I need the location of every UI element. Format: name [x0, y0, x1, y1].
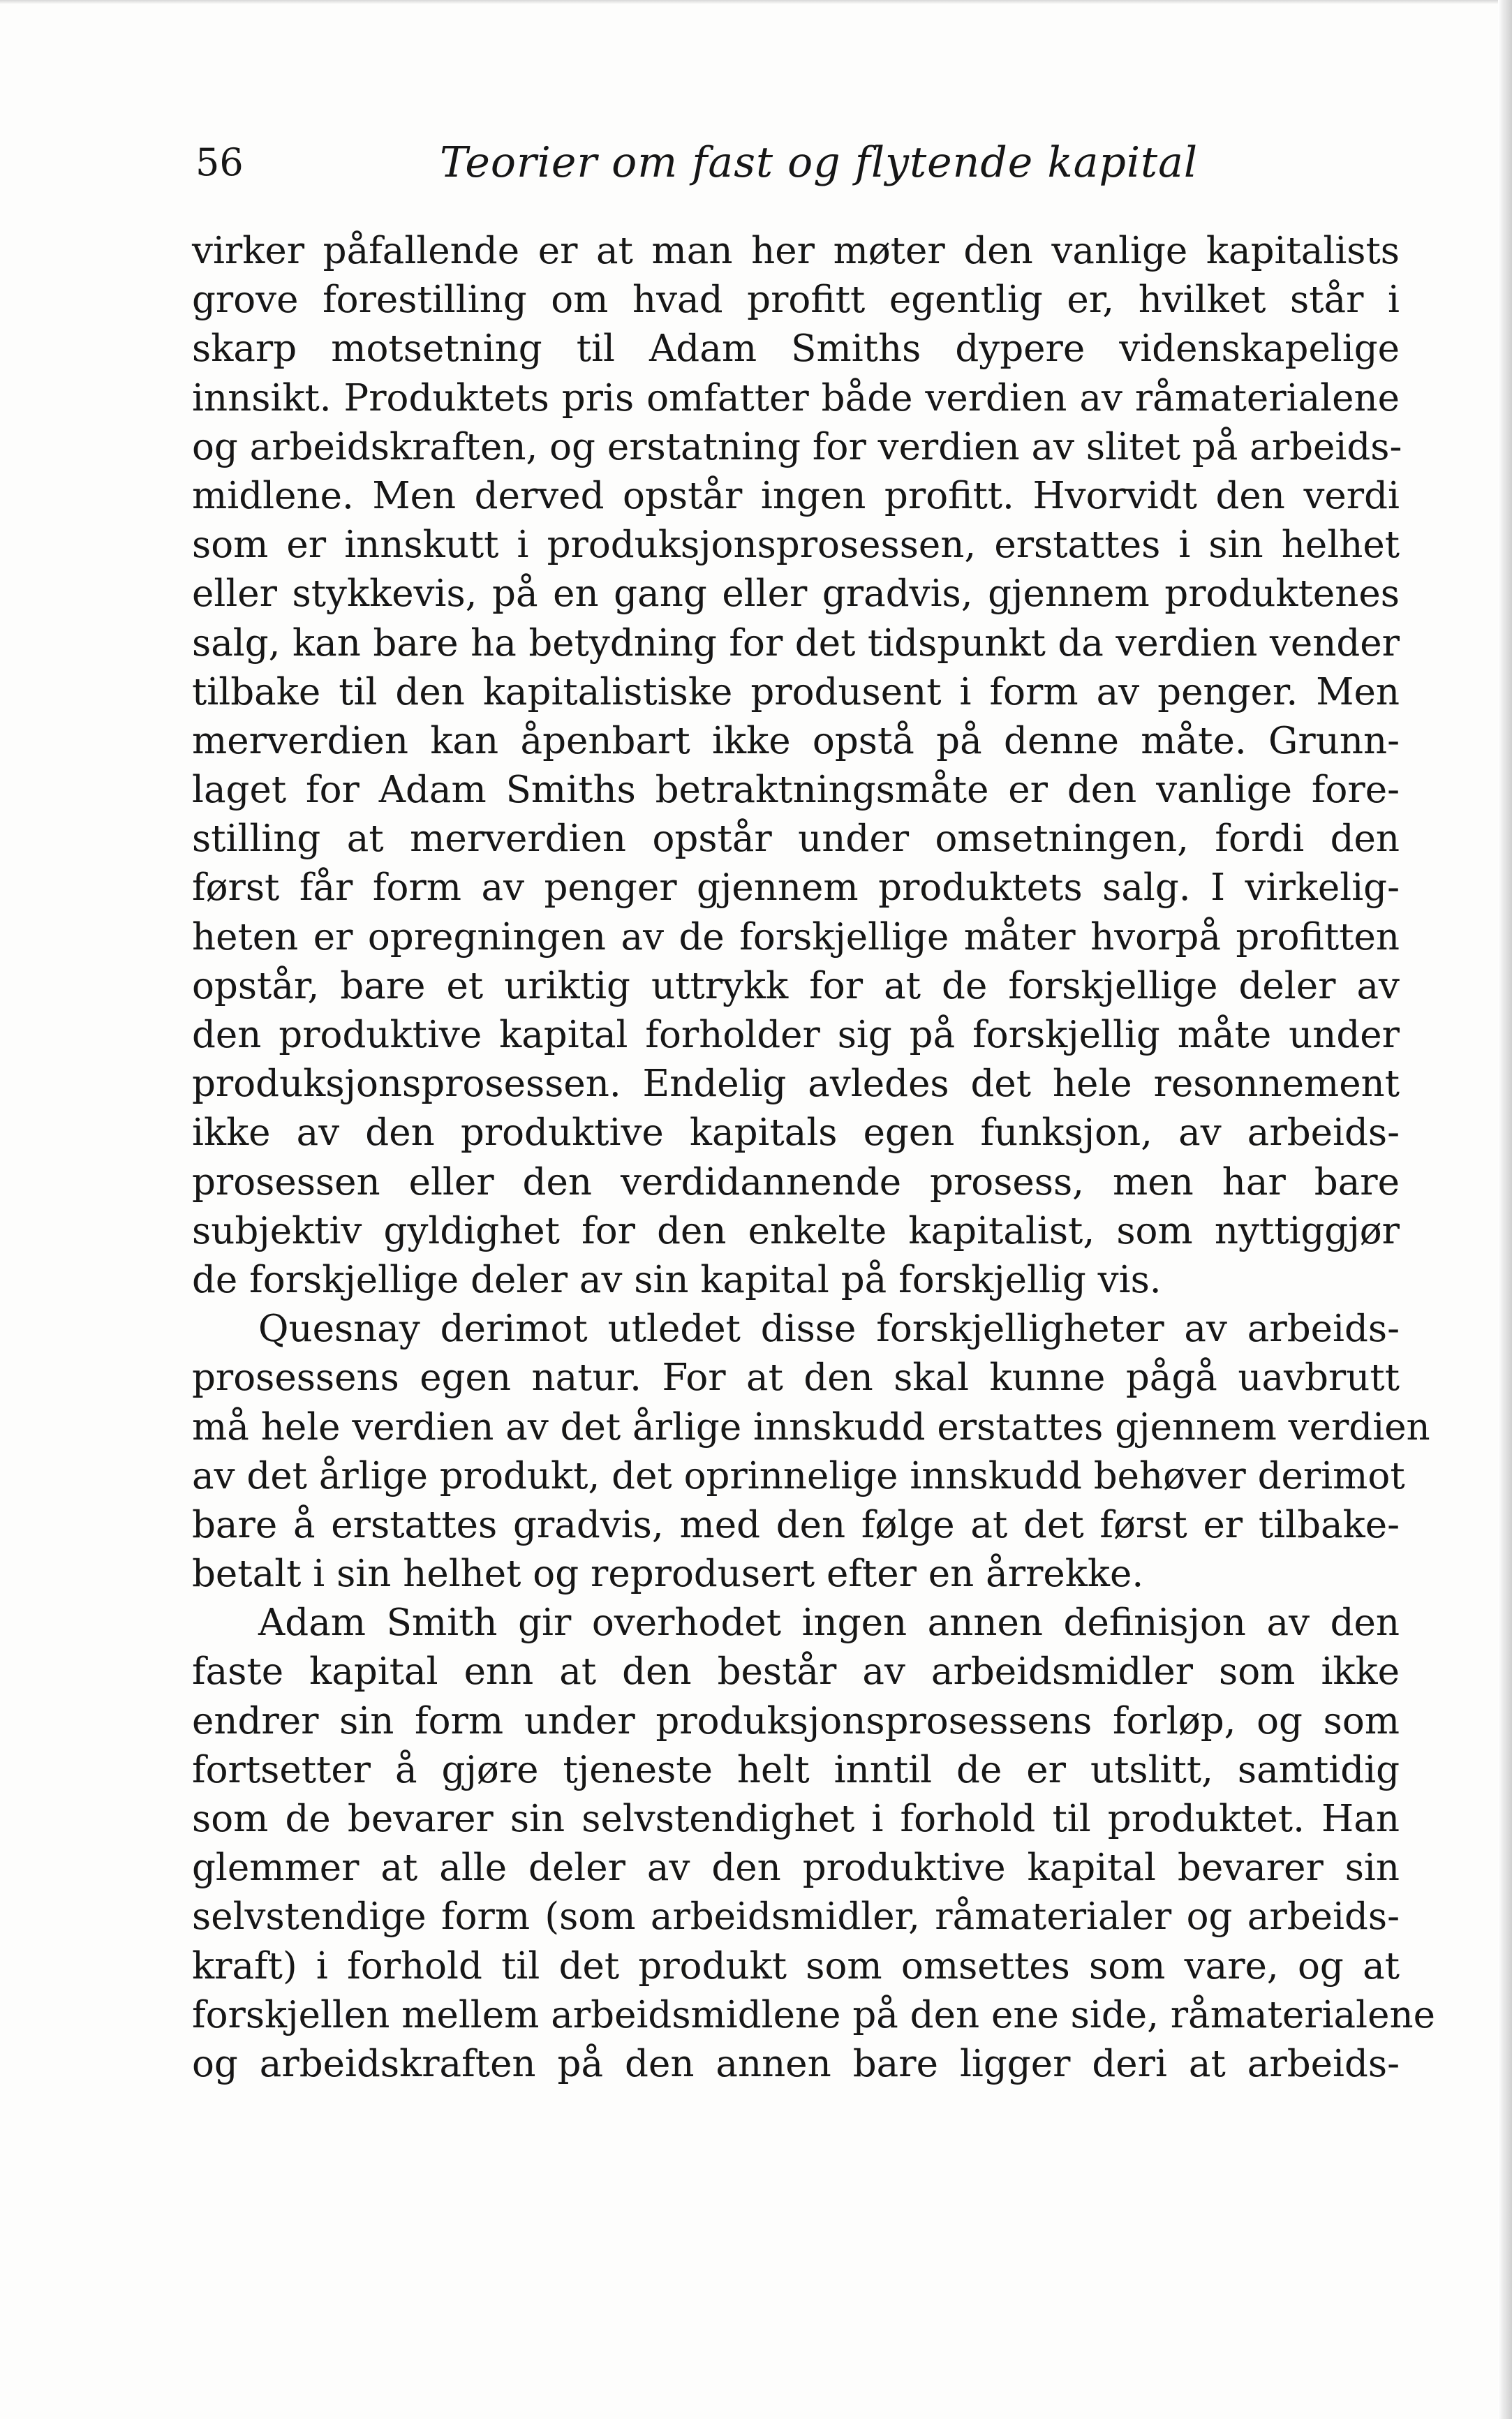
text-line: prosessen eller den verdidannende prosess, men har bare [192, 1160, 1400, 1204]
text-line: av det årlige produkt, det oprinnelige innskudd behøver derimot [192, 1454, 1405, 1497]
text-line: heten er opregningen av de forskjellige måter hvorpå profitten [192, 915, 1400, 959]
text-line: ikke av den produktive kapitals egen funksjon, av arbeids- [192, 1111, 1400, 1155]
text-line: og arbeidskraften på den annen bare ligger deri at arbeids- [192, 2042, 1400, 2085]
text-line: kraft) i forhold til det produkt som omsettes som vare, og at [192, 1944, 1400, 1988]
text-line: faste kapital enn at den består av arbeidsmidler som ikke [192, 1650, 1400, 1694]
text-line: eller stykkevis, på en gang eller gradvis, gjennem produktenes [192, 572, 1400, 616]
text-line: merverdien kan åpenbart ikke opstå på denne måte. Grunn- [192, 719, 1400, 762]
text-line: Quesnay derimot utledet disse forskjelligheter av arbeids- [258, 1308, 1400, 1351]
paragraph [192, 1599, 1435, 2089]
paragraph [192, 227, 1400, 1305]
text-line: fortsetter å gjøre tjeneste helt inntil de er utslitt, samtidig [192, 1748, 1400, 1791]
text-line: subjektiv gyldighet for den enkelte kapitalist, som nyttiggjør [192, 1209, 1400, 1252]
page-right-edge [1498, 0, 1512, 2419]
text-line: bare å erstattes gradvis, med den følge at det først er tilbake- [192, 1503, 1400, 1546]
body-text [192, 227, 1435, 2089]
text-line: betalt i sin helhet og reprodusert efter en årrekke. [192, 1553, 1144, 1596]
paragraph [192, 1305, 1430, 1599]
text-line: glemmer at alle deler av den produktive kapital bevarer sin [192, 1847, 1400, 1890]
text-line: grove forestilling om hvad profitt egentlig er, hvilket står i [192, 279, 1400, 322]
text-line: og arbeidskraften, og erstatning for verdien av slitet på arbeids- [192, 425, 1402, 468]
text-line: Adam Smith gir overhodet ingen annen definisjon av den [258, 1601, 1400, 1645]
text-line: innsikt. Produktets pris omfatter både verdien av råmaterialene [192, 376, 1400, 420]
text-line: virker påfallende er at man her møter den vanlige kapitalists [192, 230, 1400, 272]
text-line: den produktive kapital forholder sig på forskjellig måte under [192, 1014, 1400, 1056]
text-line: selvstendige form (som arbeidsmidler, råmaterialer og arbeids- [192, 1895, 1400, 1939]
text-line: må hele verdien av det årlige innskudd erstattes gjennem verdien [192, 1405, 1430, 1449]
page-number: 56 [195, 140, 244, 184]
text-line: stilling at merverdien opstår under omsetningen, fordi den [192, 818, 1400, 861]
running-title: Teorier om fast og flytende kapital [440, 138, 1199, 187]
text-line: skarp motsetning til Adam Smiths dypere videnskapelige [192, 327, 1400, 371]
page-header [195, 131, 1410, 194]
text-line: prosessens egen natur. For at den skal kunne pågå uavbrutt [192, 1356, 1400, 1400]
text-line: produksjonsprosessen. Endelig avledes det hele resonnement [192, 1063, 1400, 1106]
page-top-edge [0, 0, 1512, 4]
text-line: tilbake til den kapitalistiske produsent i form av penger. Men [192, 670, 1400, 713]
text-line: opstår, bare et uriktig uttrykk for at de forskjellige deler av [192, 964, 1400, 1007]
text-line: som er innskutt i produksjonsprosessen, erstattes i sin helhet [192, 524, 1400, 567]
text-line: først får form av penger gjennem produktets salg. I virkelig- [192, 866, 1400, 910]
text-line: salg, kan bare ha betydning for det tidspunkt da verdien vender [192, 621, 1400, 665]
text-line: midlene. Men derved opstår ingen profitt. Hvorvidt den verdi [192, 474, 1400, 517]
text-line: som de bevarer sin selvstendighet i forhold til produktet. Han [192, 1798, 1400, 1840]
text-line: endrer sin form under produksjonsprosessens forløp, og som [192, 1699, 1400, 1743]
text-line: laget for Adam Smiths betraktningsmåte er den vanlige fore- [192, 769, 1400, 812]
text-line: de forskjellige deler av sin kapital på forskjellig vis. [192, 1258, 1162, 1301]
text-line: forskjellen mellem arbeidsmidlene på den ene side, råmaterialene [192, 1993, 1435, 2036]
